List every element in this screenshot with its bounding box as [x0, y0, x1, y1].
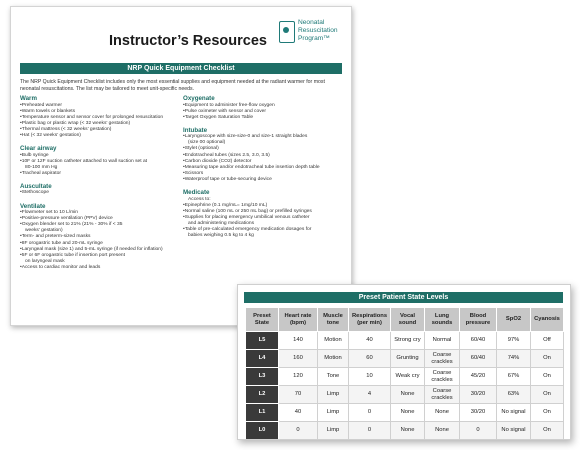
table-cell: 140 — [279, 332, 318, 350]
checklist-item: • Carbon dioxide (CO2) detector — [183, 159, 345, 165]
checklist-item: • Equipment to administer free-flow oxygen — [183, 103, 345, 109]
table-cell: 63% — [497, 386, 531, 404]
table-cell: 160 — [279, 350, 318, 368]
checklist-item: • 8F orogastric tube and 20-mL syringe — [20, 241, 178, 247]
table-cell: 74% — [497, 350, 531, 368]
section-heading: Clear airway — [20, 145, 57, 153]
state-badge: L0 — [246, 422, 279, 440]
table-cell: Limp — [318, 422, 349, 440]
column-header: Muscle tone — [318, 308, 349, 332]
table-cell: None — [391, 422, 425, 440]
table-cell: 67% — [497, 368, 531, 386]
checklist-item: • Plastic bag or plastic wrap (< 32 weeks’ gestation) — [20, 121, 178, 127]
table-row — [246, 350, 564, 368]
table-cell: 30/20 — [460, 386, 497, 404]
table-cell: 45/20 — [460, 368, 497, 386]
table-row — [246, 386, 564, 404]
section-list — [20, 210, 178, 271]
table-row — [246, 422, 564, 440]
table-cell: 4 — [349, 386, 391, 404]
checklist-item: • Oxygen blender set to 21% (21% - 30% if < 35 — [20, 222, 178, 228]
checklist-item: • Positive-pressure ventilation (PPV) device — [20, 216, 178, 222]
column-header: Lung sounds — [425, 308, 460, 332]
checklist-item: • Measuring tape and/or endotracheal tube insertion depth table — [183, 165, 345, 171]
section-list — [20, 153, 178, 177]
checklist-intro: The NRP Quick Equipment Checklist includes only the most essential supplies and equipment needed at the radiant warmer for most neonatal resuscitations. The list may be tailored to meet unit-specific needs. — [20, 79, 325, 92]
table-cell: None — [391, 404, 425, 422]
checklist-item: • Laryngoscope with size-size-0 and size-1 straight blades — [183, 134, 345, 140]
checklist-item: • Scissors — [183, 171, 345, 177]
table-cell: No signal — [497, 404, 531, 422]
table-cell: On — [531, 386, 564, 404]
nrp-logo-text: Neonatal Resuscitation Program™ — [298, 19, 338, 42]
table-cell: 0 — [349, 422, 391, 440]
checklist-right-column — [183, 95, 345, 245]
column-header: Vocal sound — [391, 308, 425, 332]
checklist-item: • Bulb syringe — [20, 153, 178, 159]
section-list — [183, 134, 345, 183]
checklist-item: • Target Oxygen Saturation Table — [183, 115, 345, 121]
table-cell: On — [531, 368, 564, 386]
section-list — [20, 190, 178, 196]
column-header: Blood pressure — [460, 308, 497, 332]
checklist-item: • Waterproof tape or tube-securing device — [183, 177, 345, 183]
checklist-item: • 10F or 12F suction catheter attached to wall suction set at — [20, 159, 178, 165]
table-row — [246, 368, 564, 386]
preset-levels-card — [237, 284, 571, 440]
state-badge: L2 — [246, 386, 279, 404]
table-cell: Normal — [425, 332, 460, 350]
table-cell: 0 — [279, 422, 318, 440]
checklist-item: • Tracheal aspirator — [20, 171, 178, 177]
checklist-item: • Hat (< 32 weeks’ gestation) — [20, 133, 178, 139]
table-row — [246, 404, 564, 422]
table-body — [246, 332, 564, 440]
checklist-item: • Preheated warmer — [20, 103, 178, 109]
checklist-item: (size 00 optional) — [188, 140, 226, 146]
checklist-item: • Epinephrine (0.1 mg/mL= 1mg/10 mL) — [183, 203, 345, 209]
checklist-item: • Thermal mattress (< 32 weeks’ gestation) — [20, 127, 178, 133]
table-cell: None — [425, 422, 460, 440]
column-header: Heart rate (bpm) — [279, 308, 318, 332]
table-cell: 0 — [460, 422, 497, 440]
column-header: Preset State — [246, 308, 279, 332]
checklist-item: • Table of pre-calculated emergency medication dosages for — [183, 227, 345, 233]
table-cell: On — [531, 422, 564, 440]
checklist-item: on laryngeal mask — [25, 258, 65, 264]
preset-levels-title: Preset Patient State Levels — [244, 292, 563, 303]
table-cell: Motion — [318, 332, 349, 350]
checklist-item: • Laryngeal mask (size 1) and 5-mL syringe (if needed for inflation) — [20, 247, 178, 253]
section-list — [183, 103, 345, 121]
checklist-item: • Flowmeter set to 10 L/min — [20, 210, 178, 216]
table-cell: 60 — [349, 350, 391, 368]
table-cell: Coarse crackles — [425, 368, 460, 386]
checklist-item: and administering medications — [188, 220, 255, 226]
table-cell: 60/40 — [460, 332, 497, 350]
instructor-resources-page — [10, 6, 352, 326]
table-cell: 30/20 — [460, 404, 497, 422]
table-cell: 10 — [349, 368, 391, 386]
table-cell: No signal — [497, 422, 531, 440]
table-cell: 97% — [497, 332, 531, 350]
checklist-item: • Access to cardiac monitor and leads — [20, 265, 178, 271]
checklist-item: • Stylet (optional) — [183, 146, 345, 152]
section-heading: Auscultate — [20, 182, 52, 190]
table-cell: Tone — [318, 368, 349, 386]
column-header: Respirations (per min) — [349, 308, 391, 332]
checklist-item: • Normal saline (100 mL or 250 mL bag) or prefilled syringes — [183, 209, 345, 215]
table-cell: Limp — [318, 386, 349, 404]
checklist-item: weeks’ gestation) — [25, 228, 63, 234]
checklist-item: • Temperature sensor and sensor cover for prolonged resuscitation — [20, 115, 178, 121]
checklist-item: • Endotracheal tubes (sizes 2.5, 3.0, 3.5) — [183, 153, 345, 159]
section-list — [183, 197, 345, 240]
column-header: Cyanosis — [531, 308, 564, 332]
table-cell: On — [531, 404, 564, 422]
table-row — [246, 332, 564, 350]
checklist-item: • Term- and preterm-sized masks — [20, 234, 178, 240]
column-header: SpO2 — [497, 308, 531, 332]
table-cell: Off — [531, 332, 564, 350]
section-heading: Ventilate — [20, 202, 46, 210]
table-cell: Limp — [318, 404, 349, 422]
table-cell: 40 — [279, 404, 318, 422]
nrp-logo — [279, 18, 345, 52]
state-badge: L4 — [246, 350, 279, 368]
table-cell: On — [531, 350, 564, 368]
table-cell: 0 — [349, 404, 391, 422]
state-badge: L3 — [246, 368, 279, 386]
table-cell: Weak cry — [391, 368, 425, 386]
checklist-item: • Supplies for placing emergency umbilical venous catheter — [183, 215, 345, 221]
section-heading: Oxygenate — [183, 95, 215, 102]
preset-levels-table — [245, 307, 564, 440]
page-title: Instructor’s Resources — [109, 33, 267, 49]
section-list — [20, 103, 178, 140]
checklist-banner: NRP Quick Equipment Checklist — [20, 63, 342, 74]
table-cell: 60/40 — [460, 350, 497, 368]
table-cell: Strong cry — [391, 332, 425, 350]
table-cell: Grunting — [391, 350, 425, 368]
table-cell: Coarse crackles — [425, 350, 460, 368]
table-header-row — [246, 308, 564, 332]
table-cell: 40 — [349, 332, 391, 350]
checklist-item: 80-100 mm Hg — [25, 164, 58, 170]
checklist-item: • Warm towels or blankets — [20, 109, 178, 115]
checklist-item: • 5F or 6F orogastric tube if insertion port present — [20, 253, 178, 259]
section-heading: Intubate — [183, 126, 208, 134]
section-heading: Medicate — [183, 189, 210, 197]
state-badge: L5 — [246, 332, 279, 350]
table-cell: Motion — [318, 350, 349, 368]
state-badge: L1 — [246, 404, 279, 422]
nrp-logo-icon — [279, 21, 295, 43]
checklist-item: Access to: — [188, 196, 211, 202]
table-cell: Coarse crackles — [425, 386, 460, 404]
table-cell: None — [391, 386, 425, 404]
section-heading: Warm — [20, 95, 37, 102]
table-cell: 70 — [279, 386, 318, 404]
checklist-item: babies weighing 0.5 kg to 4 kg — [188, 233, 254, 239]
table-cell: None — [425, 404, 460, 422]
table-cell: 120 — [279, 368, 318, 386]
checklist-left-column — [20, 95, 178, 277]
checklist-item: • Stethoscope — [20, 190, 178, 196]
checklist-item: • Pulse oximeter with sensor and cover — [183, 109, 345, 115]
